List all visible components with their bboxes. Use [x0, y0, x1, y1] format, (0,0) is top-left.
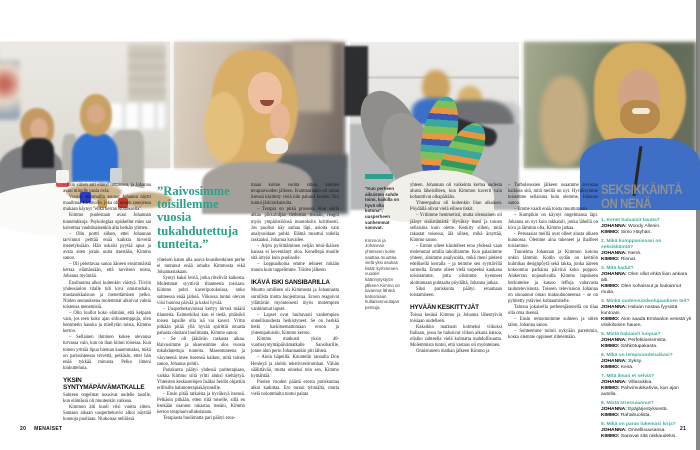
qa-question: 1. Kenet haluaisit tavata?: [601, 218, 660, 223]
body-paragraph: Pariskunta päätyi yhdessä pariterapiaan, vaikka Kimmo siitä yritti aluksi kieltäytyä. Yhteisten keskustelujen lisäksi heidät ohjattiin erillisille hahmoterapiakäynneille.: [157, 367, 245, 391]
qa-answer-speaker: JOHANNA:: [601, 359, 629, 364]
body-paragraph: – Ensin remontoimme suhteen ja sitten talon, Johanna sanoo.: [508, 317, 598, 329]
body-paragraph: Muutto omilleen oli Kimmosta ja Johannasta surullista mutta huojentavaa. Eroon reagoivat yllättävän myönteisesti myös molempien vanhimmat lapset.: [251, 288, 339, 312]
body-paragraph: yhteisen katon alla asuva kuusihenkinen perhe ei tuntunut enää omalta Kimmosta eikä Johannastakaan.: [157, 258, 245, 276]
qa-answer: JOHANNA: Olen ollut ehkä liian ankara äiti.: [601, 272, 688, 283]
article-column-1: [63, 183, 151, 448]
body-paragraph: – Olin siihen asti elänyt umpiossa, ja Johanna avasi minulle uusia ovia.: [63, 183, 151, 195]
qa-answer: KIMMO: Sähkötupakasta.: [601, 344, 658, 349]
coffee-mug: [110, 168, 122, 183]
body-paragraph: – Emme olleet käsitelleet eroa yhdessä vaan molemmat omilla tahoillamme. Kun palasimme yhteen, aloimme analysoida, mikä meni pieleen edellisellä kerralla – ja teimme sen syyttävillä sormella. Emme olleet vielä tarpeeksi kaukana toisistamme, jotta olisimme kyenneet aloittamaan puhtaalta pöydältä, Johanna jatkaa.: [410, 243, 502, 286]
qa-question: 7. Mitä ilman et selviä?: [601, 374, 655, 379]
qa-answer-speaker: JOHANNA:: [601, 224, 629, 229]
body-paragraph: – Sellainen ihminen kokee olevansa turvassa vain, kun on ihan kiinni toisessa. Kun toinen yrittää lipua hieman kauemmaksi, mikä on parisuhteessa tervettä, pelkäsin, ettei hän enää tykkää minusta. Pelko ilmeni kiukutteluna.: [63, 335, 151, 371]
qa-answer-speaker: KIMMO:: [601, 365, 621, 370]
qa-answer-speaker: KIMMO:: [601, 434, 621, 439]
section-heading: YKSIN SYNTYMÄPÄIVÄMATKALLE: [63, 376, 145, 391]
smile: [632, 108, 650, 114]
qa-answer-speaker: KIMMO:: [601, 344, 621, 349]
photo-couple-sofa-wool-socks: [350, 42, 519, 168]
body-paragraph: Onnistuneen matkan jälkeen Kimmo ja: [416, 349, 490, 355]
qa-answer: KIMMO: Aion saada Emäsalon vesistä yli viisikiloisen hauen.: [601, 317, 691, 328]
woman-face: [30, 118, 48, 140]
left-page-footer: [20, 426, 62, 432]
body-paragraph: Talossa jokaisella perheenjäsenellä on tilaa olla oma itsensä.: [508, 304, 598, 316]
article-column-2: [157, 183, 245, 448]
qa-answer: KIMMO: Olen sohaissut ja loukannut muita.: [601, 284, 681, 295]
qa-question: 3. Mitä kadut?: [601, 266, 634, 271]
page-number: 20: [20, 426, 27, 432]
qa-question: 4. Minkä uudenvuodenlupauksen teit?: [601, 299, 690, 304]
qa-question: 9. Mikä on paras lukemasi kirja?: [601, 422, 676, 427]
qa-answer-speaker: KIMMO:: [601, 284, 621, 289]
photo-caption: ”Kun perheen aikuisten suhde toimi, kaikilla on hyvä olla kotona”, uusperheen vanhemmat sanovat.: [365, 186, 400, 231]
body-paragraph: – Oli pelottavaa sanoa ääneen ensimmäistä kertaa elämässään, että tarvitsen toista, Johanna myöntää.: [63, 262, 151, 280]
body-paragraph: – Arjen pyörittäminen neljän teini-ikäisen kanssa ei keventänyt oloa. Kenellepä muulle sitä ärtyisi kuin puolisolle.: [251, 243, 339, 262]
sidebar-title-line2: ON NENÄ: [601, 194, 652, 211]
qa-answer: KIMMO: Rahahuolista.: [601, 413, 651, 418]
body-paragraph: – Se oli jäätävän raskasta aikaa. Raivosimme ja oksensimme ulos vuosia tukahdutettuja tunteita. Masentuneena ja väsyneenä imee itseensä kaiken, mitä toinen sanoo, Johanna pohtii.: [157, 337, 245, 367]
qa-answer-speaker: JOHANNA:: [601, 272, 629, 277]
qa-answer-speaker: KIMMO:: [601, 386, 621, 391]
photo-woman-portrait: [174, 42, 345, 168]
body-paragraph: Siksi pariskunta päätyi eroamaan toistamiseen.: [410, 286, 502, 298]
body-paragraph: – Ensin pitää ratkaista ja hyväksyä itsensä. Pelkäsin pitkään, etten riitä toiselle, sillä en itsekään osannut rakastaa itseäni, Kimmo kertoo terapiaoivalluksistaan.: [157, 392, 245, 416]
body-paragraph: – Uusperhekuvioissa kertyy hirveä määrä tilanteita. Esimerkiksi kun ei tiedä, pitäisikö toisen lapsille olla isä vai kaveri. Yritin pitkään pitää yllä hyvää spirittiä omasta pahasta olostani huolimatta, Kimmo sanoo.: [157, 306, 245, 337]
woman-top: [22, 138, 54, 168]
body-paragraph: Yhteenpaluu oli kuitenkin liian aikainen. Pöydällä olivat vielä eilisen tiskit.: [410, 201, 502, 213]
qa-list: [601, 218, 691, 440]
body-paragraph: Puolen vuoden päästä erosta pariskuntaa alkoi kaduttaa. Ero tuntui tyhmältä, mutta vielä nolommalta tuntui palata: [251, 379, 339, 397]
body-paragraph: Kimmo matkusti yksin 40-vuotissyntymäpäivämatkalle Sansibarille, jonne alun perin Johannankin piti lähteä.: [251, 337, 339, 355]
qa-answer-speaker: JOHANNA:: [601, 407, 629, 412]
qa-answer-speaker: KIMMO:: [601, 230, 621, 235]
body-paragraph: Suhteen ongelmat nousivat uudelle tasolle, kun elämässä oli muutenkin vaikeaa.: [63, 392, 151, 404]
body-paragraph: Tunnelma Johannan ja Kimmon kotona onkin lämmin. Kodin sydän on keittiön kulmikas designpöytä sekä takka, jonka ääreen kokoontuu parhaina päivinä koko poppoo. Alakerran nojasohvalla Kimmo lapsineen herkuttelee ja katsoo leffoja valtavasta taulutelevisiosta. Toiseen televisioon Johanna on siunannut oman makuuhuoneensa – se on pyhitetty ystävien kohtaamiselle.: [508, 250, 598, 304]
body-paragraph: – Perusasiat meillä ovat olleet alusta alkaen kunnossa. Olemme aina tukeneet ja ihailleet toisiamme.: [508, 231, 598, 249]
photo-caption: Kimmon ja Johannan yhteiseen kotiin saattaa muuttaa vielä yksi asukas lisää: kymmenen vuoden käännytystyön jälkeen Kimmo on luvannut lähteä katsomaan kultaisennoutajan pentuja.: [365, 237, 400, 310]
body-paragraph: Toissa kesänä Kimmo ja Johanna lähentyivät toisiaan uudelleen.: [410, 312, 502, 324]
qa-question: 8. Mistä stressaannut?: [601, 401, 654, 406]
wall-art: [0, 60, 20, 120]
qa-answer-speaker: KIMMO:: [601, 257, 621, 262]
body-paragraph: yhteen. Johannan oli vaikeinta kertoa uudesta alusta läheisilleen, kun Kimmon kaverit vain kohauttivat olkapäitään.: [410, 183, 502, 201]
background-figure: [540, 76, 588, 166]
qa-answer-speaker: KIMMO:: [601, 413, 621, 418]
background-window: [292, 42, 332, 112]
qa-question: 5. Mistä haluaisit luopua?: [601, 332, 661, 337]
body-paragraph: Vuosia ulkomailla asunut Johanna näytti maailmaa Kimmolle, joka oli omien sanojensa mukaan käynyt ”ehkä kerran Rodoksella”.: [63, 195, 151, 213]
woman-hair-strand: [204, 92, 244, 162]
bookshelf: [128, 44, 166, 102]
article-column-5: [508, 183, 598, 448]
body-paragraph: – Kumpikin on käynyt ongelmansa läpi. Johanna on nyt kuin takkatuli, jonka lähellä on kiva ja lämmin olla, Kimmo jatkaa.: [508, 213, 598, 231]
qa-answer: JOHANNA: Nenä.: [601, 251, 642, 256]
photo-caption-column: [365, 174, 400, 317]
body-paragraph: – Suhteemme toimii nykyään paremmin, koska olemme oppineet riitelemään.: [508, 329, 598, 341]
body-paragraph: Terapiasta huolimatta pari päätyi eroa-: [163, 416, 236, 422]
article-column-3: [251, 183, 339, 448]
body-paragraph: – Loppuaikoina emme tehneet mitään muuta kuin tappelimme. Töiden jälkeen: [251, 262, 339, 274]
body-paragraph: – Terapia on pitkä prosessi. Kun siellä alkaa pikkuhiljaa tiedostaa itseään, reagoi myös ympäristöönsä muutoksiin kriittisesti. Jos puoliso käy samaa läpi, asioita vain analysoidaan puhki. Elämä muuttui todella raskaaksi, Johanna kuvailee.: [251, 207, 339, 243]
qa-answer-speaker: JOHANNA:: [601, 428, 629, 433]
sidebar-title-line1: SEKSIKKÄINTÄ: [601, 181, 683, 197]
magazine-name: MENAISET: [34, 426, 63, 432]
qa-answer: KIMMO: Sanovat sitä rakkaudeksi.: [601, 434, 677, 439]
body-paragraph: – Yritimme hemmetisti, mutta olennainen oli jäänyt sisäistämättä: Hyväksy itsesi ja toinen sellaisina kuin olette. Keskity siihen, mitä rakastat toisessa, älä siihen, mikä ärsyttää, Kimmo sanoo.: [410, 213, 502, 243]
qa-answer: JOHANNA: Villasukkia.: [601, 380, 653, 385]
qa-answer: JOHANNA: Perfektionismista.: [601, 338, 667, 343]
qa-answer: JOHANNA: Epäjärjestyksestä.: [601, 407, 668, 412]
body-paragraph: – Olin portti siihen, ettei Johannan tarvinnut peittää enää kaikkia hirveitä menetyksiään. Hän uskalsi pyytää apua ja avata siten jotain uutta itsestään, Kimmo sanoo.: [63, 231, 151, 262]
body-paragraph: – Emme vaadi enää toista muuttumaan.: [514, 207, 588, 213]
hand-on-chin: [270, 104, 290, 138]
body-paragraph: – Lapset ovat luultavasti vanhempien onnellisuudesta herkistyneet. Se on herkkä hetki harkitsemattomaan eroon ja yhteenpaluisiin, Kimmo kertoo.: [251, 312, 339, 337]
body-paragraph: Kimmo puolestaan avasi Johannan tunnelukkoja. Psykologiaa opiskellut mies sai kaivettua vauhtinaisenkin alta herkän ytimen.: [63, 213, 151, 231]
qa-answer-speaker: JOHANNA:: [601, 251, 629, 256]
body-paragraph: Kaksikko matkusti kolmeksi viikoksi Italiaan, jossa he halusivat viikon aikana katsoa, olisiko suhteella vielä kolmatta mahdollisuutta. Molemmista tuntui, että vastaus oli myönteinen.: [410, 324, 502, 349]
pull-quote: ”Raivosimme toisillemme vuosia tukahdutettuja tunteita.”: [157, 184, 239, 251]
qa-question: 2. Mikä kumppanissasi on seksikkäintä?: [601, 239, 662, 250]
article-column-4: [410, 183, 502, 448]
wrist-band: [266, 138, 288, 154]
qa-answer-speaker: JOHANNA:: [601, 380, 629, 385]
qa-answer: JOHANNA: Syksy.: [601, 359, 643, 364]
page-number: 21: [680, 426, 687, 432]
qa-answer: KIMMO: Pahvimukikahvia, kun ajan autolla.: [601, 386, 679, 397]
body-paragraph: – Turbulenssien jälkeen osaamme arvostaa kaikkea sitä, mitä meillä on nyt. Hyväksymme toisemme sellaisina kuin olemme, Johanna sanoo.: [508, 183, 598, 207]
qa-answer: KIMMO: Simo Häyhän.: [601, 230, 652, 235]
body-paragraph: – Olin luullut koko elämäni, että kelpaan vain, jos teen koko ajan sirkustemppuja, olen hemmetin hauska ja miellytän toista, Kimmo kertoo.: [63, 310, 151, 335]
qa-answer-speaker: JOHANNA:: [601, 338, 629, 343]
qa-answer-speaker: KIMMO:: [601, 317, 621, 322]
qa-answer: JOHANNA: Haluan nostaa fyysistä kuntoani.: [601, 305, 678, 316]
body-paragraph: Syntyi kaksi leiriä, jotka riitelivät kaikesta. Molemmat syyttivät tilanteesta toisiaan. Kimmo pohti kaveriporukoissa, onko suhteessa enää järkeä. Viikossa tuntui olevan viisi huonoa päivää ja kaksi hyvää.: [157, 276, 245, 306]
body-paragraph: Ensihuuma alkoi kuitenkin väistyä. Tiiviin yhdessäolon tilalle tuli kiva omistushalu, mustasukkaisuus ja menettämisen pelko. Niiden seurauksena molemmat alkoivat vahtia toistensa menemisiä.: [63, 280, 151, 310]
man-face: [87, 104, 105, 124]
qa-answer: JOHANNA: Woody Allenin.: [601, 224, 661, 229]
section-heading: HYVÄÄN KESKITTYJÄT: [410, 303, 479, 311]
qa-answer-speaker: JOHANNA:: [601, 305, 629, 310]
body-paragraph: maan kolme vuotta sitten, kahden terapiavuoden jälkeen. Kummallakin oli oman itsensä käsittely vielä niin pahasti kesken. Ero tuntui järkiratkaisulta.: [251, 183, 339, 207]
qa-question: 6. Mikä on lempivuodenaikasi?: [601, 353, 673, 358]
qa-answer: JOHANNA: Onnellisuusansa.: [601, 428, 666, 433]
qa-answer: KIMMO: Rinnat.: [601, 257, 637, 262]
qa-answer: KIMMO: Kesä.: [601, 365, 634, 370]
man-beard: [620, 100, 660, 134]
photo-man-portrait: [524, 42, 696, 168]
photo-couple-kitchen-table: [0, 42, 170, 168]
section-heading: IKÄVÄ ISKI SANSIBARILLA: [251, 279, 330, 287]
teal-marker-bar: [365, 174, 393, 179]
body-paragraph: Kimmon äiti kuoli viisi vuotta sitten. Samaan aikaan uusperhekuvio alkoi näyttää huonoja puoliaan. Niukoissa neliöissä: [63, 405, 151, 423]
right-page-footer: [680, 426, 686, 432]
body-paragraph: – Aloin häpeillä. Kuuntelin rannalla Don Henleyä ja aloitin tekstiviestirumban. Vähän säälittävää, mutta onneksi tein sen, Kimmo hymähtää.: [251, 355, 339, 379]
sidebar-title: [601, 181, 683, 211]
